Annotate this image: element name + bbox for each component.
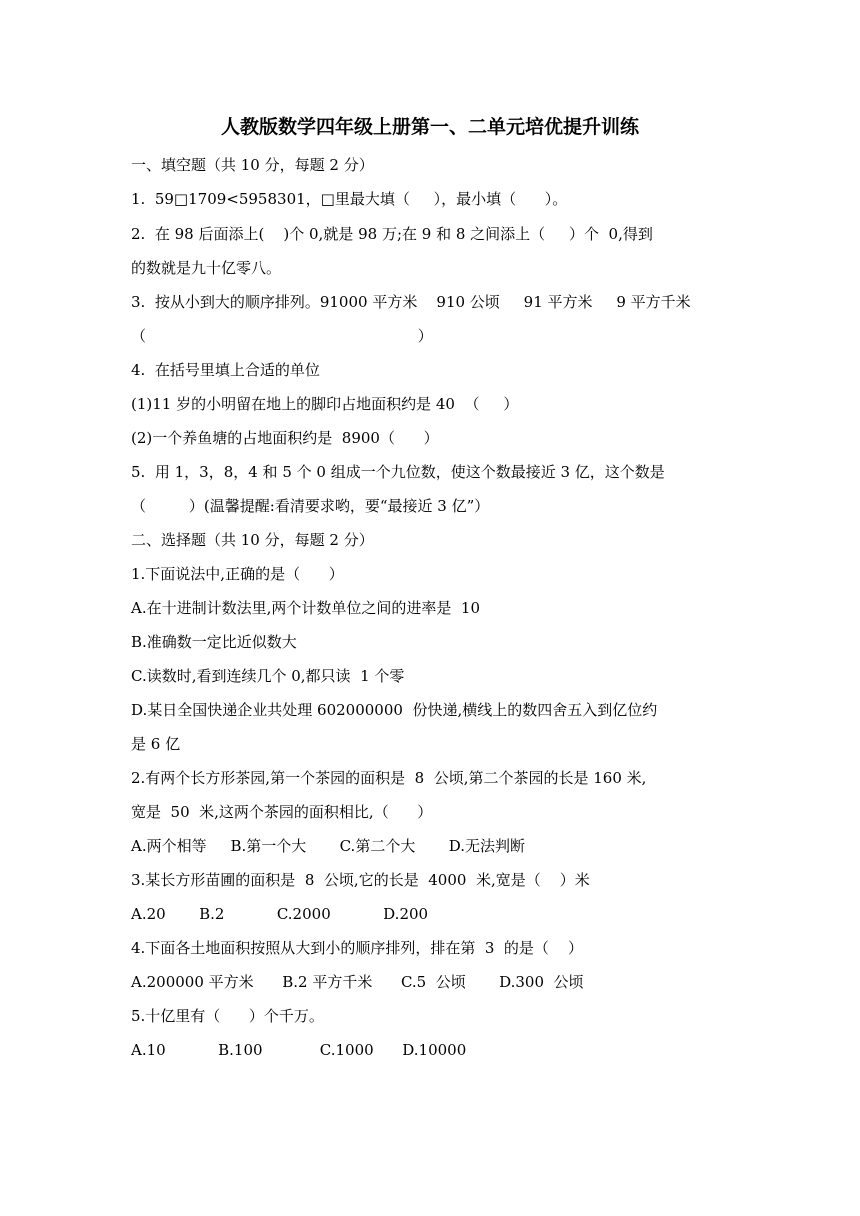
question-2-4: 4.下面各土地面积按照从大到小的顺序排列，排在第 3 的是（ ）: [131, 939, 584, 957]
question-1-2-cont: 的数就是九十亿零八。: [131, 259, 282, 277]
question-2-4-options: A.200000 平方米 B.2 平方千米 C.5 公顷 D.300 公顷: [131, 973, 584, 991]
question-2-3-options: A.20 B.2 C.2000 D.200: [131, 905, 429, 923]
question-1-3: 3. 按从小到大的顺序排列。91000 平方米 910 公顷 91 平方米 9 平方千米: [131, 293, 691, 311]
question-1-3-answer: （ ）: [131, 327, 433, 345]
question-2-1-option-a: A.在十进制计数法里,两个计数单位之间的进率是 10: [131, 599, 480, 617]
question-1-4-part-2: (2)一个养鱼塘的占地面积约是 8900（ ）: [131, 429, 439, 447]
question-1-4-part-1: (1)11 岁的小明留在地上的脚印占地面积约是 40 （ ）: [131, 395, 519, 413]
question-2-5: 5.十亿里有（ ）个千万。: [131, 1007, 324, 1025]
question-1-5-cont: （ ）(温馨提醒:看清要求哟，要“最接近 3 亿”）: [131, 497, 490, 515]
question-2-5-options: A.10 B.100 C.1000 D.10000: [131, 1041, 467, 1059]
section-1-heading: 一、填空题（共 10 分，每题 2 分）: [131, 156, 374, 174]
question-2-2-cont: 宽是 50 米,这两个茶园的面积相比,（ ）: [131, 803, 433, 821]
section-2-heading: 二、选择题（共 10 分，每题 2 分）: [131, 531, 374, 549]
document-title: 人教版数学四年级上册第一、二单元培优提升训练: [220, 116, 639, 138]
question-2-1-option-c: C.读数时,看到连续几个 0,都只读 1 个零: [131, 667, 405, 685]
question-2-2: 2.有两个长方形茶园,第一个茶园的面积是 8 公顷,第二个茶园的长是 160 米,: [131, 769, 647, 787]
question-2-1-option-d: D.某日全国快递企业共处理 602000000 份快递,横线上的数四舍五入到亿位约: [131, 701, 658, 719]
question-2-1-option-b: B.准确数一定比近似数大: [131, 633, 297, 651]
question-1-4: 4. 在括号里填上合适的单位: [131, 361, 320, 379]
question-2-2-options: A.两个相等 B.第一个大 C.第二个大 D.无法判断: [131, 837, 525, 855]
question-2-1: 1.下面说法中,正确的是（ ）: [131, 565, 344, 583]
question-2-3: 3.某长方形苗圃的面积是 8 公顷,它的长是 4000 米,宽是（ ）米: [131, 871, 590, 889]
question-1-2: 2. 在 98 后面添上( )个 0,就是 98 万;在 9 和 8 之间添上（ ）个 0,得到: [131, 225, 653, 243]
question-1-5: 5. 用 1，3，8，4 和 5 个 0 组成一个九位数，使这个数最接近 3 亿，这个数是: [131, 463, 665, 481]
question-2-1-option-d-cont: 是 6 亿: [131, 735, 181, 753]
question-1-1: 1. 59□1709<5958301，□里最大填（ ），最小填（ ）。: [131, 190, 568, 208]
